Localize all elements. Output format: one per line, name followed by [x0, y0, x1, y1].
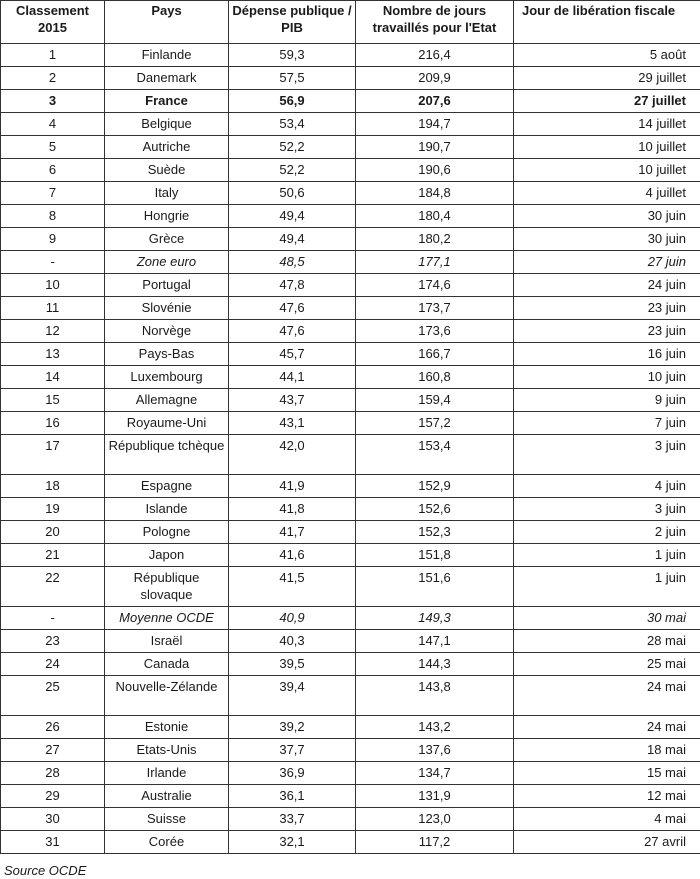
table-row [1, 831, 700, 854]
table-row [1, 630, 700, 653]
cell-spending: 37,7 [229, 739, 356, 762]
cell-rank: 9 [1, 228, 105, 251]
cell-rank: 18 [1, 475, 105, 498]
cell-rank: 30 [1, 808, 105, 831]
table-row [1, 739, 700, 762]
cell-days: 134,7 [356, 762, 514, 785]
cell-country: Moyenne OCDE [105, 607, 229, 630]
cell-days: 117,2 [356, 831, 514, 854]
cell-spending: 48,5 [229, 251, 356, 274]
cell-days: 177,1 [356, 251, 514, 274]
cell-rank: 12 [1, 320, 105, 343]
cell-spending: 43,7 [229, 389, 356, 412]
cell-rank: 11 [1, 297, 105, 320]
cell-liberation: 28 mai [514, 630, 700, 653]
table-row [1, 567, 700, 607]
cell-country: Royaume-Uni [105, 412, 229, 435]
cell-liberation: 10 juillet [514, 136, 700, 159]
cell-liberation: 4 juillet [514, 182, 700, 205]
cell-spending: 47,8 [229, 274, 356, 297]
cell-days: 157,2 [356, 412, 514, 435]
cell-liberation: 1 juin [514, 567, 700, 607]
cell-rank: 29 [1, 785, 105, 808]
cell-days: 123,0 [356, 808, 514, 831]
table-row [1, 435, 700, 475]
table-body [1, 44, 700, 854]
cell-rank: 20 [1, 521, 105, 544]
cell-rank: - [1, 607, 105, 630]
cell-rank: 25 [1, 676, 105, 716]
cell-country: Suède [105, 159, 229, 182]
cell-liberation: 4 mai [514, 808, 700, 831]
cell-country: Estonie [105, 716, 229, 739]
cell-country: République tchèque [105, 435, 229, 475]
cell-country: Hongrie [105, 205, 229, 228]
cell-rank: 27 [1, 739, 105, 762]
cell-spending: 41,9 [229, 475, 356, 498]
cell-country: Autriche [105, 136, 229, 159]
cell-spending: 41,6 [229, 544, 356, 567]
table-row [1, 44, 700, 67]
cell-liberation: 14 juillet [514, 113, 700, 136]
cell-spending: 53,4 [229, 113, 356, 136]
table-row [1, 607, 700, 630]
cell-liberation: 7 juin [514, 412, 700, 435]
table-row [1, 475, 700, 498]
cell-spending: 50,6 [229, 182, 356, 205]
cell-rank: 15 [1, 389, 105, 412]
cell-rank: 4 [1, 113, 105, 136]
cell-country: Corée [105, 831, 229, 854]
cell-country: Pologne [105, 521, 229, 544]
header-liberation: Jour de libération fiscale [514, 1, 700, 44]
cell-liberation: 30 mai [514, 607, 700, 630]
table-row [1, 320, 700, 343]
table-row [1, 67, 700, 90]
header-row [1, 1, 700, 44]
header-rank: Classement 2015 [1, 1, 105, 44]
cell-liberation: 27 avril [514, 831, 700, 854]
table-row [1, 808, 700, 831]
cell-liberation: 12 mai [514, 785, 700, 808]
cell-spending: 52,2 [229, 159, 356, 182]
cell-liberation: 24 mai [514, 716, 700, 739]
cell-rank: 17 [1, 435, 105, 475]
table-row [1, 785, 700, 808]
cell-liberation: 30 juin [514, 228, 700, 251]
cell-spending: 59,3 [229, 44, 356, 67]
cell-rank: 23 [1, 630, 105, 653]
table-row [1, 653, 700, 676]
table-row [1, 297, 700, 320]
cell-rank: 3 [1, 90, 105, 113]
cell-liberation: 18 mai [514, 739, 700, 762]
table-row [1, 205, 700, 228]
cell-days: 149,3 [356, 607, 514, 630]
cell-days: 144,3 [356, 653, 514, 676]
cell-days: 190,7 [356, 136, 514, 159]
cell-spending: 42,0 [229, 435, 356, 475]
cell-liberation: 9 juin [514, 389, 700, 412]
cell-rank: 1 [1, 44, 105, 67]
table-row [1, 544, 700, 567]
cell-rank: 5 [1, 136, 105, 159]
cell-liberation: 10 juillet [514, 159, 700, 182]
table-row [1, 136, 700, 159]
cell-days: 190,6 [356, 159, 514, 182]
cell-spending: 41,5 [229, 567, 356, 607]
cell-liberation: 27 juin [514, 251, 700, 274]
table-row [1, 113, 700, 136]
cell-days: 180,4 [356, 205, 514, 228]
cell-liberation: 23 juin [514, 320, 700, 343]
cell-days: 216,4 [356, 44, 514, 67]
cell-rank: 26 [1, 716, 105, 739]
cell-spending: 39,5 [229, 653, 356, 676]
table-row [1, 182, 700, 205]
cell-country: Irlande [105, 762, 229, 785]
cell-rank: 2 [1, 67, 105, 90]
cell-spending: 40,9 [229, 607, 356, 630]
cell-rank: 22 [1, 567, 105, 607]
cell-spending: 47,6 [229, 297, 356, 320]
cell-country: Slovénie [105, 297, 229, 320]
cell-rank: 6 [1, 159, 105, 182]
table-row [1, 716, 700, 739]
cell-country: Danemark [105, 67, 229, 90]
cell-spending: 33,7 [229, 808, 356, 831]
source-note: Source OCDE [4, 863, 87, 878]
table-row [1, 498, 700, 521]
table-row [1, 762, 700, 785]
cell-country: Japon [105, 544, 229, 567]
cell-country: Espagne [105, 475, 229, 498]
cell-country: Etats-Unis [105, 739, 229, 762]
cell-spending: 36,1 [229, 785, 356, 808]
cell-spending: 41,8 [229, 498, 356, 521]
table-row [1, 366, 700, 389]
cell-days: 153,4 [356, 435, 514, 475]
cell-rank: 31 [1, 831, 105, 854]
cell-country: Australie [105, 785, 229, 808]
header-spending: Dépense publique / PIB [229, 1, 356, 44]
cell-liberation: 24 mai [514, 676, 700, 716]
cell-rank: 16 [1, 412, 105, 435]
cell-liberation: 2 juin [514, 521, 700, 544]
cell-liberation: 3 juin [514, 498, 700, 521]
cell-spending: 56,9 [229, 90, 356, 113]
cell-days: 131,9 [356, 785, 514, 808]
cell-spending: 49,4 [229, 228, 356, 251]
cell-country: Italy [105, 182, 229, 205]
cell-country: Finlande [105, 44, 229, 67]
cell-country: Zone euro [105, 251, 229, 274]
table-row [1, 343, 700, 366]
cell-days: 184,8 [356, 182, 514, 205]
cell-spending: 32,1 [229, 831, 356, 854]
cell-country: Suisse [105, 808, 229, 831]
table-row [1, 412, 700, 435]
cell-spending: 39,4 [229, 676, 356, 716]
cell-days: 180,2 [356, 228, 514, 251]
table-row [1, 389, 700, 412]
cell-spending: 57,5 [229, 67, 356, 90]
cell-days: 143,2 [356, 716, 514, 739]
cell-liberation: 25 mai [514, 653, 700, 676]
cell-days: 152,6 [356, 498, 514, 521]
cell-country: Grèce [105, 228, 229, 251]
cell-rank: 28 [1, 762, 105, 785]
table-row [1, 676, 700, 716]
cell-days: 207,6 [356, 90, 514, 113]
cell-liberation: 15 mai [514, 762, 700, 785]
cell-days: 173,6 [356, 320, 514, 343]
cell-liberation: 24 juin [514, 274, 700, 297]
cell-country: France [105, 90, 229, 113]
table-row [1, 251, 700, 274]
cell-spending: 47,6 [229, 320, 356, 343]
cell-days: 173,7 [356, 297, 514, 320]
cell-country: République slovaque [105, 567, 229, 607]
cell-country: Belgique [105, 113, 229, 136]
cell-country: Norvège [105, 320, 229, 343]
cell-rank: 19 [1, 498, 105, 521]
cell-liberation: 3 juin [514, 435, 700, 475]
cell-country: Allemagne [105, 389, 229, 412]
cell-rank: 10 [1, 274, 105, 297]
cell-liberation: 16 juin [514, 343, 700, 366]
cell-days: 174,6 [356, 274, 514, 297]
cell-rank: 21 [1, 544, 105, 567]
cell-liberation: 10 juin [514, 366, 700, 389]
cell-liberation: 29 juillet [514, 67, 700, 90]
cell-rank: - [1, 251, 105, 274]
cell-spending: 52,2 [229, 136, 356, 159]
cell-country: Pays-Bas [105, 343, 229, 366]
cell-days: 137,6 [356, 739, 514, 762]
cell-days: 147,1 [356, 630, 514, 653]
cell-rank: 7 [1, 182, 105, 205]
cell-spending: 44,1 [229, 366, 356, 389]
cell-days: 151,6 [356, 567, 514, 607]
cell-rank: 13 [1, 343, 105, 366]
cell-days: 194,7 [356, 113, 514, 136]
cell-liberation: 27 juillet [514, 90, 700, 113]
cell-liberation: 23 juin [514, 297, 700, 320]
cell-days: 151,8 [356, 544, 514, 567]
cell-spending: 39,2 [229, 716, 356, 739]
cell-spending: 40,3 [229, 630, 356, 653]
header-country: Pays [105, 1, 229, 44]
cell-spending: 49,4 [229, 205, 356, 228]
cell-days: 159,4 [356, 389, 514, 412]
cell-spending: 41,7 [229, 521, 356, 544]
cell-liberation: 5 août [514, 44, 700, 67]
cell-days: 143,8 [356, 676, 514, 716]
table-row [1, 90, 700, 113]
cell-rank: 8 [1, 205, 105, 228]
table-row [1, 228, 700, 251]
cell-days: 209,9 [356, 67, 514, 90]
cell-spending: 36,9 [229, 762, 356, 785]
header-days: Nombre de jours travaillés pour l'Etat [356, 1, 514, 44]
cell-country: Luxembourg [105, 366, 229, 389]
cell-days: 166,7 [356, 343, 514, 366]
table-row [1, 274, 700, 297]
cell-days: 152,3 [356, 521, 514, 544]
cell-liberation: 1 juin [514, 544, 700, 567]
cell-country: Canada [105, 653, 229, 676]
table-row [1, 159, 700, 182]
cell-days: 152,9 [356, 475, 514, 498]
cell-country: Islande [105, 498, 229, 521]
cell-liberation: 4 juin [514, 475, 700, 498]
cell-days: 160,8 [356, 366, 514, 389]
cell-liberation: 30 juin [514, 205, 700, 228]
table-row [1, 521, 700, 544]
cell-country: Nouvelle-Zélande [105, 676, 229, 716]
cell-country: Israël [105, 630, 229, 653]
cell-spending: 45,7 [229, 343, 356, 366]
cell-rank: 14 [1, 366, 105, 389]
cell-country: Portugal [105, 274, 229, 297]
cell-rank: 24 [1, 653, 105, 676]
cell-spending: 43,1 [229, 412, 356, 435]
